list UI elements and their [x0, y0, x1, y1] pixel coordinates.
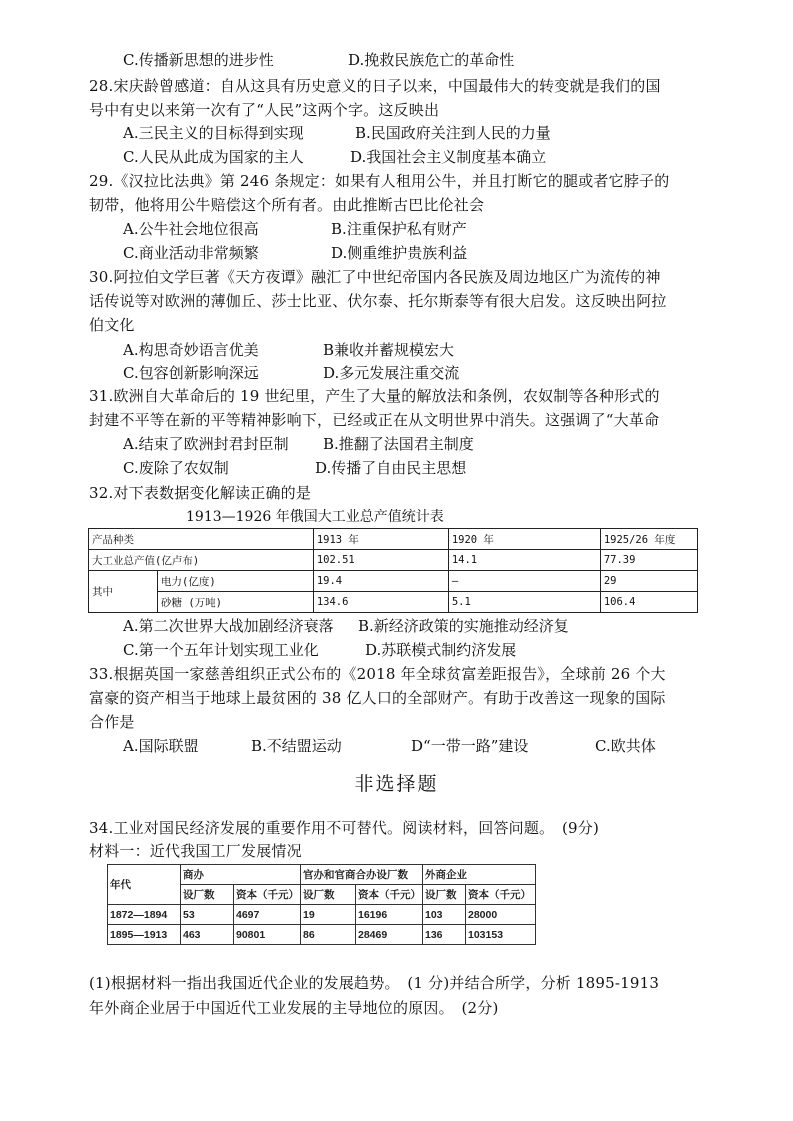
- q31-option-d: D.传播了自由民主思想: [315, 459, 467, 477]
- table-row: [89, 592, 698, 613]
- table-header-cell: 产品种类: [89, 529, 314, 550]
- q29-stem-line2: 韧带，他将用公牛赔偿这个所有者。由此推断古巴比伦社会: [89, 196, 485, 214]
- table-cell: —: [448, 571, 600, 592]
- q30-option-d: D.多元发展注重交流: [323, 364, 460, 382]
- table-cell: 77.39: [600, 550, 697, 571]
- q34-stem: 34.工业对国民经济发展的重要作用不可替代。阅读材料，回答问题。 (9分): [89, 819, 600, 837]
- table-group-label: 其中: [89, 571, 158, 613]
- table-cell: 19: [301, 905, 356, 925]
- table-header-cell: 资本（千元）: [466, 885, 536, 905]
- table-row-label: 1872—1894: [108, 905, 181, 925]
- table-group-header: 官办和官商合办设厂数: [301, 865, 423, 885]
- table-header-cell: 资本（千元）: [234, 885, 301, 905]
- table-row: [89, 529, 698, 550]
- q32-option-b: B.新经济政策的实施推动经济复: [358, 617, 569, 635]
- table-row: [108, 905, 536, 925]
- table-header-cell: 1913 年: [313, 529, 448, 550]
- q32-option-c: C.第一个五年计划实现工业化: [123, 641, 319, 659]
- q30-stem-line1: 30.阿拉伯文学巨著《天方夜谭》融汇了中世纪帝国内各民族及周边地区广为流传的神: [89, 268, 661, 286]
- q33-option-a: A.国际联盟: [123, 737, 199, 755]
- q29-option-b: B.注重保护私有财产: [331, 220, 467, 238]
- q32-data-table: [88, 528, 698, 613]
- table-cell: 103: [423, 905, 466, 925]
- table-cell: 136: [423, 925, 466, 945]
- table-cell: 90801: [234, 925, 301, 945]
- q28-option-d: D.我国社会主义制度基本确立: [350, 148, 547, 166]
- q33-stem-line3: 合作是: [89, 713, 135, 731]
- table-cell: 102.51: [313, 550, 448, 571]
- table-cell: 14.1: [448, 550, 600, 571]
- q33-option-c: C.欧共体: [595, 737, 656, 755]
- q31-option-a: A.结束了欧洲封君封臣制: [123, 435, 289, 453]
- q29-option-c: C.商业活动非常频繁: [123, 244, 259, 262]
- q32-option-a: A.第二次世界大战加剧经济衰落: [123, 617, 334, 635]
- q31-stem-line1: 31.欧洲自大革命后的 19 世纪里，产生了大量的解放法和条例，农奴制等各种形式的: [89, 387, 660, 405]
- q34-material-caption: 材料一：近代我国工厂发展情况: [89, 842, 302, 860]
- q29-option-a: A.公牛社会地位很高: [123, 220, 259, 238]
- table-cell: 106.4: [600, 592, 697, 613]
- q32-option-d: D.苏联模式制约济发展: [365, 641, 517, 659]
- q34-factory-table: [107, 864, 536, 945]
- table-cell: 5.1: [448, 592, 600, 613]
- q30-option-b: B兼收并蓄规模宏大: [323, 341, 455, 359]
- section-title: 非选择题: [354, 773, 439, 795]
- table-row-label: 电力(亿度): [158, 571, 314, 592]
- q33-stem-line2: 富豪的资产相当于地球上最贫困的 38 亿人口的全部财产。有助于改善这一现象的国际: [89, 689, 666, 707]
- table-cell: 28000: [466, 905, 536, 925]
- table-row: [89, 571, 698, 592]
- q34-sub1-line2: 年外商企业居于中国近代工业发展的主导地位的原因。 (2分): [89, 999, 499, 1017]
- q30-stem-line2: 话传说等对欧洲的薄伽丘、莎士比亚、伏尔泰、托尔斯泰等有很大启发。这反映出阿拉: [89, 292, 667, 310]
- table-cell: 16196: [356, 905, 423, 925]
- q28-stem-line1: 28.宋庆龄曾感道：自从这具有历史意义的日子以来，中国最伟大的转变就是我们的国: [89, 77, 661, 95]
- q31-option-c: C.废除了农奴制: [123, 459, 229, 477]
- table-header-cell: 设厂数: [181, 885, 234, 905]
- q33-option-d: D“一带一路”建设: [411, 737, 529, 755]
- table-cell: 53: [181, 905, 234, 925]
- table-cell: 134.6: [313, 592, 448, 613]
- table-row: [108, 865, 536, 885]
- q30-option-a: A.构思奇妙语言优美: [123, 341, 259, 359]
- q30-stem-line3: 伯文化: [89, 316, 135, 334]
- table-row-label: 大工业总产值(亿卢布): [89, 550, 314, 571]
- q27-option-d: D.挽救民族危亡的革命性: [348, 51, 515, 69]
- q29-stem-line1: 29.《汉拉比法典》第 246 条规定：如果有人租用公牛，并且打断它的腿或者它脖子的: [89, 172, 670, 190]
- table-group-header: 商办: [181, 865, 301, 885]
- q29-option-d: D.侧重维护贵族利益: [331, 244, 468, 262]
- q31-option-b: B.推翻了法国君主制度: [323, 435, 474, 453]
- table-row: [89, 550, 698, 571]
- table-header-cell: 设厂数: [423, 885, 466, 905]
- table-cell: 463: [181, 925, 234, 945]
- table-cell: 103153: [466, 925, 536, 945]
- table-cell: 19.4: [313, 571, 448, 592]
- table-header-cell: 年代: [108, 865, 181, 905]
- table-cell: 29: [600, 571, 697, 592]
- q33-option-b: B.不结盟运动: [251, 737, 342, 755]
- q34-sub1-line1: (1)根据材料一指出我国近代企业的发展趋势。 (1 分)并结合所学，分析 1895-1913: [89, 974, 660, 992]
- q28-option-b: B.民国政府关注到人民的力量: [355, 124, 551, 142]
- q32-stem: 32.对下表数据变化解读正确的是: [89, 484, 312, 502]
- table-header-cell: 1920 年: [448, 529, 600, 550]
- table-header-cell: 资本（千元）: [356, 885, 423, 905]
- table-row: [108, 925, 536, 945]
- q33-stem-line1: 33.根据英国一家慈善组织正式公布的《2018 年全球贫富差距报告》，全球前 26 个大: [89, 665, 666, 683]
- q27-option-c: C.传播新思想的进步性: [123, 51, 274, 69]
- q30-option-c: C.包容创新影响深远: [123, 364, 259, 382]
- table-row-label: 1895—1913: [108, 925, 181, 945]
- table-header-cell: 设厂数: [301, 885, 356, 905]
- q32-table-title: 1913—1926 年俄国大工业总产值统计表: [186, 509, 444, 525]
- q28-stem-line2: 号中有史以来第一次有了“人民”这两个字。这反映出: [89, 101, 440, 119]
- table-row-label: 砂糖 (万吨): [158, 592, 314, 613]
- table-cell: 86: [301, 925, 356, 945]
- q28-option-c: C.人民从此成为国家的主人: [123, 148, 304, 166]
- q31-stem-line2: 封建不平等在新的平等精神影响下，已经或正在从文明世界中消失。这强调了“大革命: [89, 411, 660, 429]
- table-header-cell: 1925/26 年度: [600, 529, 697, 550]
- table-cell: 28469: [356, 925, 423, 945]
- table-group-header: 外商企业: [423, 865, 536, 885]
- q28-option-a: A.三民主义的目标得到实现: [123, 124, 304, 142]
- table-cell: 4697: [234, 905, 301, 925]
